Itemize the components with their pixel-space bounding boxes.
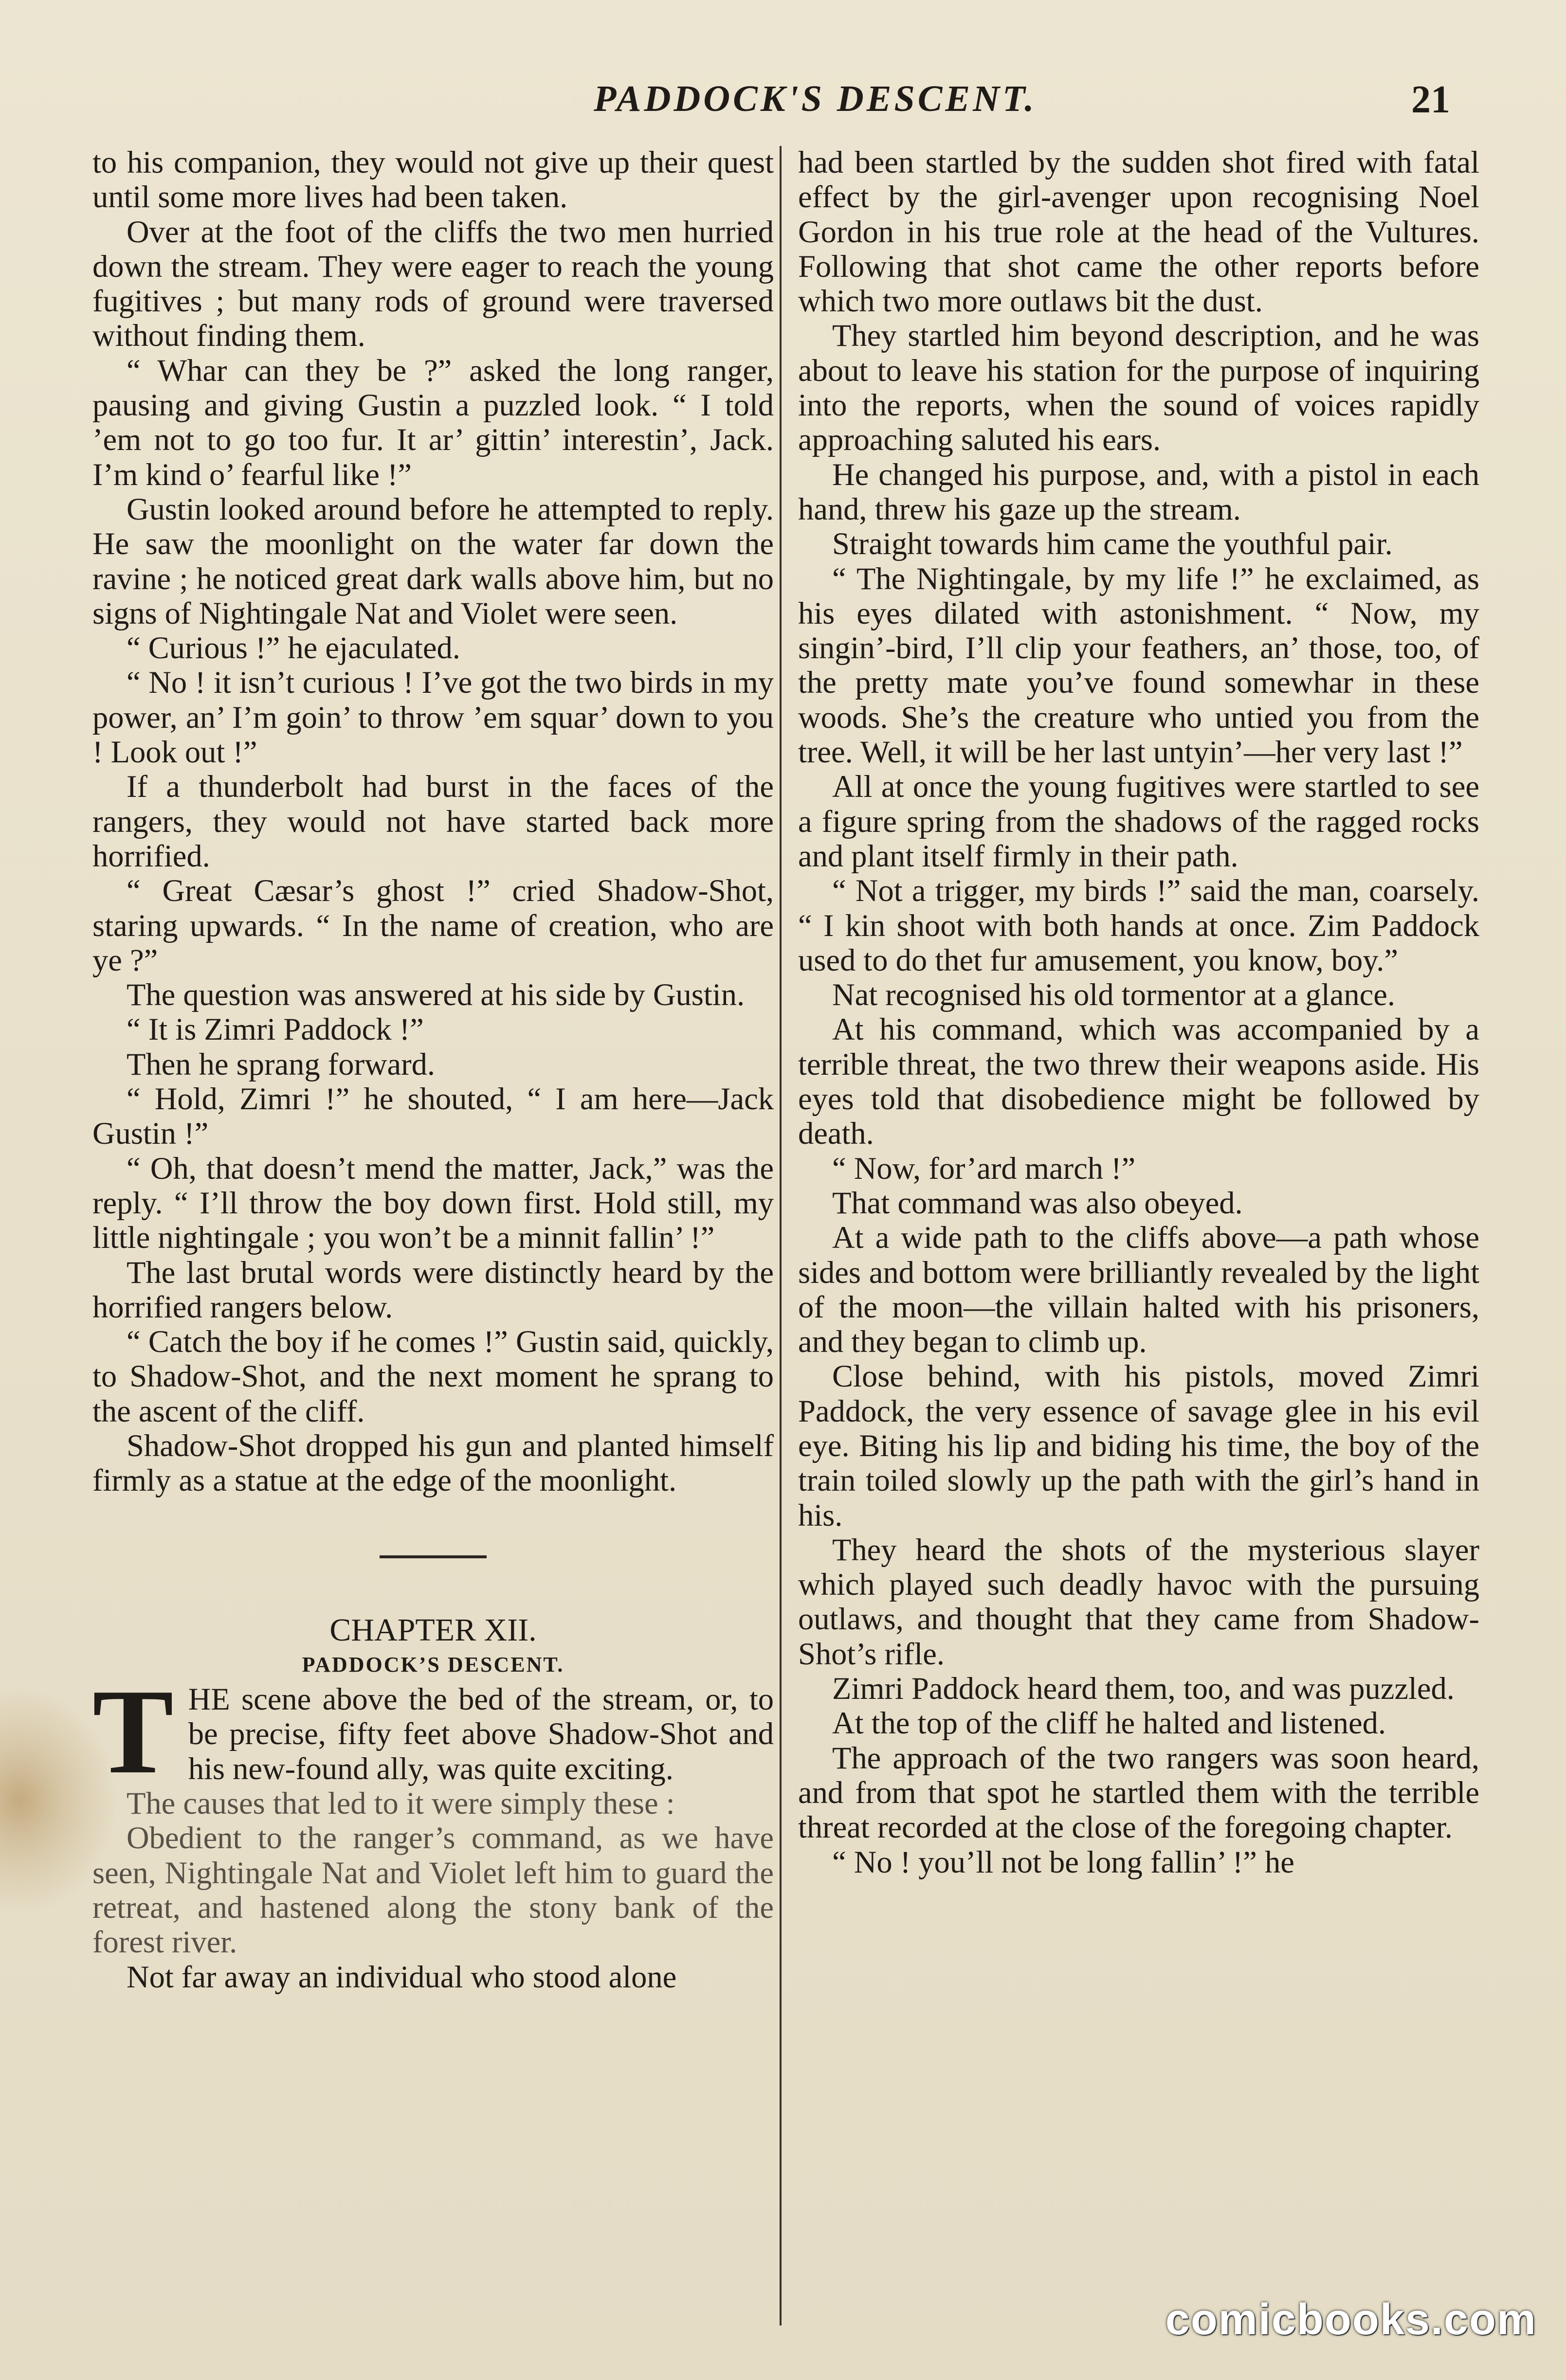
paragraph: “ Whar can they be ?” asked the long ranger, pausing and giving Gustin a puzzled look. “ I told ’em not to go too fur. It ar’ gittin’ interestin’, Jack. I’m kind o’ fearful like !” [92, 353, 774, 492]
paragraph: All at once the young fugitives were startled to see a figure spring from the shadows of the ragged rocks and plant itself firmly in their path. [798, 769, 1479, 873]
right-column [798, 145, 1479, 1879]
paragraph: The approach of the two rangers was soon heard, and from that spot he startled them with the terrible threat recorded at the close of the foregoing chapter. [798, 1740, 1479, 1845]
paragraph: “ Not a trigger, my birds !” said the man, coarsely. “ I kin shoot with both hands at once. Zim Paddock used to do thet fur amusement, you know, boy.” [798, 873, 1479, 977]
paragraph: “ Hold, Zimri !” he shouted, “ I am here—Jack Gustin !” [92, 1082, 774, 1151]
paragraph: “ No ! you’ll not be long fallin’ !” he [832, 1844, 1294, 1879]
paragraph: “ No ! it isn’t curious ! I’ve got the two birds in my power, an’ I’m goin’ to throw ’em squar’ down to you ! Look out !” [92, 665, 774, 770]
paragraph: “ Oh, that doesn’t mend the matter, Jack,” was the reply. “ I’ll throw the boy down first. Hold still, my little nightingale ; you won’t be a minnit fallin’ !” [92, 1151, 774, 1255]
paragraph: At the top of the cliff he halted and listened. [832, 1706, 1386, 1741]
paragraph: “ Curious !” he ejaculated. [127, 631, 460, 666]
paragraph: Obedient to the ranger’s command, as we have seen, Nightingale Nat and Violet left him to guard the retreat, and hastened along the stony bank of the forest river. [92, 1821, 774, 1960]
left-column [92, 145, 774, 1994]
paragraph: Then he sprang forward. [127, 1046, 436, 1082]
paragraph: Close behind, with his pistols, moved Zimri Paddock, the very essence of savage glee in his evil eye. Biting his lip and biding his time, the boy of the train toiled slowly up the path with the girl’s hand in his. [798, 1359, 1479, 1533]
paragraph: Gustin looked around before he attempted to reply. He saw the moonlight on the water far down the ravine ; he noticed great dark walls above him, but no signs of Nightingale Nat and Violet were seen. [92, 491, 774, 631]
paragraph: “ Great Cæsar’s ghost !” cried Shadow-Shot, staring upwards. “ In the name of creation, who are ye ?” [92, 873, 774, 977]
first-paragraph-text: HE scene above the bed of the stream, or, to be precise, fifty feet above Shadow-Shot and his new-found ally, was quite exciting. [188, 1682, 774, 1786]
paragraph: Over at the foot of the cliffs the two men hurried down the stream. They were eager to reach the young fugitives ; but many rods of ground were traversed without finding them. [92, 214, 774, 353]
paragraph: The last brutal words were distinctly heard by the horrified rangers below. [92, 1255, 774, 1324]
paragraph: “ Catch the boy if he comes !” Gustin said, quickly, to Shadow-Shot, and the next moment he sprang to the ascent of the cliff. [92, 1324, 774, 1428]
page-header [0, 73, 1566, 131]
page-number: 21 [1411, 78, 1450, 121]
column-divider [780, 146, 782, 2326]
paragraph: “ Now, for’ard march !” [832, 1151, 1136, 1186]
paragraph: to his companion, they would not give up their quest until some more lives had been taken. [92, 145, 774, 215]
paragraph: had been startled by the sudden shot fired with fatal effect by the girl-avenger upon recognising Noel Gordon in his true role at the head of the Vultures. Following that shot came the other reports before which two more outlaws bit the dust. [798, 145, 1479, 319]
drop-cap: T [92, 1664, 174, 1800]
watermark-logo: comicbooks.com [1165, 2295, 1537, 2344]
paragraph: Zimri Paddock heard them, too, and was puzzled. [832, 1671, 1455, 1706]
paragraph: Nat recognised his old tormentor at a glance. [832, 977, 1396, 1012]
paragraph: They heard the shots of the mysterious slayer which played such deadly havoc with the pursuing outlaws, and thought that they came from Shadow-Shot’s rifle. [798, 1532, 1479, 1671]
chapter-subtitle: PADDOCK’S DESCENT. [302, 1652, 564, 1677]
running-title: PADDOCK'S DESCENT. [594, 78, 1037, 119]
paragraph: If a thunderbolt had burst in the faces of the rangers, they would not have started back more horrified. [92, 769, 774, 873]
paragraph: At his command, which was accompanied by a terrible threat, the two threw their weapons aside. His eyes told that disobedience might be followed by death. [798, 1012, 1479, 1151]
paragraph: “ It is Zimri Paddock !” [127, 1012, 424, 1047]
paragraph: That command was also obeyed. [832, 1185, 1243, 1220]
paragraph: At a wide path to the cliffs above—a path whose sides and bottom were brilliantly revealed by the light of the moon—the villain halted with his prisoners, and they began to climb up. [798, 1220, 1479, 1359]
paragraph: They startled him beyond description, and he was about to leave his station for the purpose of inquiring into the reports, when the sound of voices rapidly approaching saluted his ears. [798, 318, 1479, 457]
paragraph: The question was answered at his side by Gustin. [127, 977, 745, 1012]
paragraph: Shadow-Shot dropped his gun and planted himself firmly as a statue at the edge of the moonlight. [92, 1428, 774, 1498]
paragraph: Not far away an individual who stood alone [127, 1959, 677, 1994]
paragraph: The causes that led to it were simply these : [127, 1786, 675, 1821]
paragraph: He changed his purpose, and, with a pistol in each hand, threw his gaze up the stream. [798, 457, 1479, 526]
chapter-heading: CHAPTER XII. [329, 1612, 537, 1648]
paragraph: Straight towards him came the youthful pair. [832, 526, 1393, 561]
chapter-separator-rule [380, 1555, 487, 1558]
paragraph: “ The Nightingale, by my life !” he exclaimed, as his eyes dilated with astonishment. “ Now, my singin’-bird, I’ll clip your feathers, an’ those, too, of the pretty mate you’ve found somewhar in these woods. She’s the creature who untied you from the tree. Well, it will be her last untyin’—her very last !” [798, 561, 1479, 770]
